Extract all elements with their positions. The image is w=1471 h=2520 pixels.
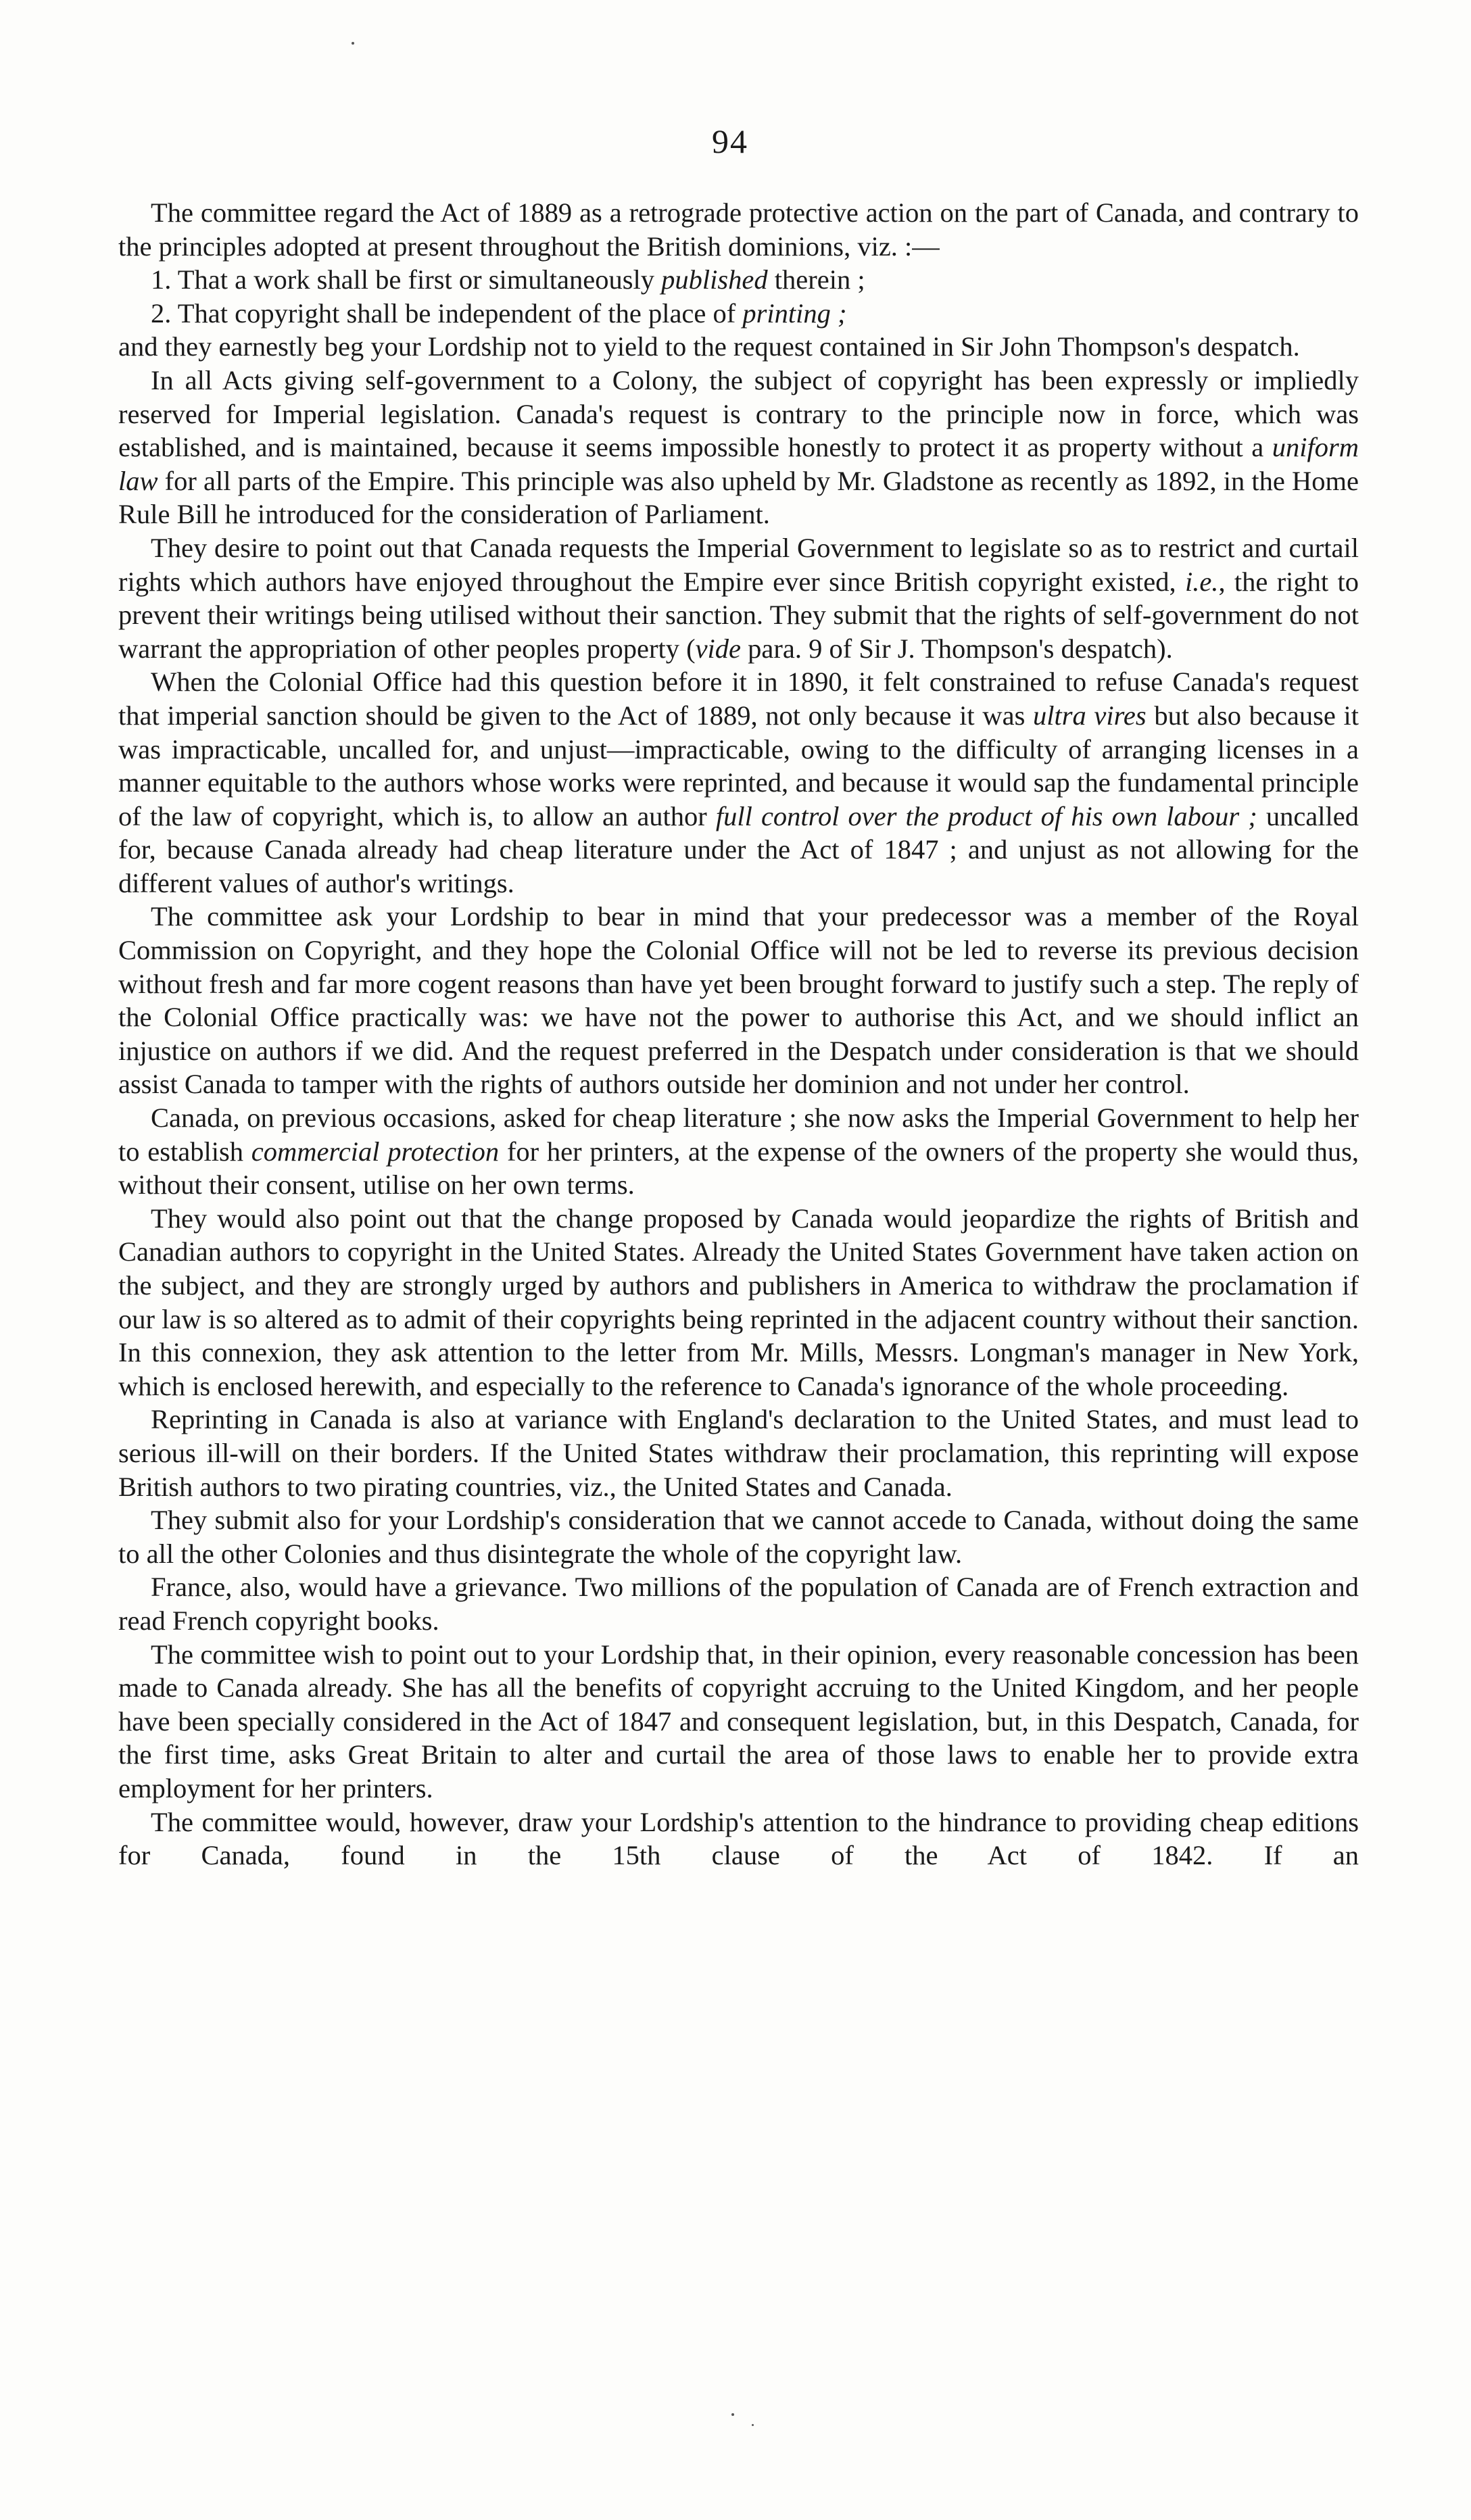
paragraph-colonial-office-text-1: When the Colonial Office had this question before it in 1890, it felt constrained to refuse Canada's request that imperial sanction should be given to the Act of 1889, not only because it was: [118, 667, 1359, 731]
list-item-publication-text-end: therein ;: [767, 264, 865, 295]
paragraph-restrict-rights: [118, 531, 1359, 665]
paragraph-colonial-office-text-2: but also because it was impracticable, uncalled for, and unjust—impracticable, owing to the difficulty of arranging licenses in a manner equitable to the authors whose works were reprinted, and because it would sap the fundamental principle of the law of copyright, which is, to allow an author: [118, 700, 1359, 831]
paragraph-self-government: [118, 364, 1359, 531]
paragraph-colonial-office-text-3: uncalled for, because Canada already had cheap literature under the Act of 1847 ; and unjust as not allowing for the different values of author's writings.: [118, 800, 1359, 898]
paragraph-restrict-rights-text-1: They desire to point out that Canada requests the Imperial Government to legislate so as to restrict and curtail rights which authors have enjoyed throughout the Empire ever since British copyright existed,: [118, 532, 1359, 597]
paragraph-commercial-protection-text-2: for her printers, at the expense of the owners of the property she would thus, without their consent, utilise on her own terms.: [118, 1136, 1359, 1201]
page-number: 94: [712, 122, 748, 160]
paper-speck: [352, 42, 354, 45]
list-item-publication-text-start: 1. That a work shall be first or simultaneously: [151, 264, 662, 295]
paper-speck: [731, 2413, 734, 2416]
paragraph-self-government-text-start: In all Acts giving self-government to a Colony, the subject of copyright has been expressly or impliedly reserved for Imperial legislation. Canada's request is contrary to the principle now in force, which was established, and is maintained, because it seems impossible honestly to protect it as property without a: [118, 364, 1359, 463]
paragraph-restrict-rights-text-2: , the right to prevent their writings being utilised without their sanction. They submit that the rights of self-government do not warrant the appropriation of other peoples property (: [118, 566, 1359, 664]
body-text: [118, 196, 1359, 1872]
paper-speck: [752, 2424, 754, 2426]
paragraph-commercial-protection-emphasis: commercial protection: [251, 1136, 500, 1167]
paragraph-restrict-rights-text-3: para. 9 of Sir J. Thompson's despatch).: [741, 633, 1173, 664]
paragraph-united-states: They would also point out that the change proposed by Canada would jeopardize the rights of British and Canadian authors to copyright in the United States. Already the United States Government have taken action on the subject, and they are strongly urged by authors and publishers in America to withdraw the proclamation if our law is so altered as to admit of their copyrights being reprinted in the adjacent country without their sanction. In this connexion, they ask attention to the letter from Mr. Mills, Messrs. Longman's manager in New York, which is enclosed herewith, and especially to the reference to Canada's ignorance of the whole proceeding.: [118, 1203, 1359, 1401]
list-item-printing-text: 2. That copyright shall be independent of the place of: [151, 297, 743, 329]
paragraph-colonial-office-1890: [118, 665, 1359, 900]
paragraph-commercial-protection: [118, 1101, 1359, 1202]
paragraph-colonial-office-emphasis-1: ultra vires: [1033, 700, 1147, 731]
list-item-publication: [118, 263, 1359, 297]
paragraph-france: France, also, would have a grievance. Two millions of the population of Canada are of French extraction and read French copyright books.: [118, 1572, 1359, 1636]
paragraph-reprinting: Reprinting in Canada is also at variance with England's declaration to the United States, and must lead to serious ill-will on their borders. If the United States withdraw their proclamation, this reprinting will expose British authors to two pirating countries, viz., the United States and Canada.: [118, 1404, 1359, 1502]
paragraph-other-colonies: They submit also for your Lordship's consideration that we cannot accede to Canada, without doing the same to all the other Colonies and thus disintegrate the whole of the copyright law.: [118, 1505, 1359, 1569]
paragraph-royal-commission: The committee ask your Lordship to bear in mind that your predecessor was a member of the Royal Commission on Copyright, and they hope the Colonial Office will not be led to reverse its previous decision without fresh and far more cogent reasons than have yet been brought forward to justify such a step. The reply of the Colonial Office practically was: we have not the power to authorise this Act, and we should inflict an injustice on authors if we did. And the request preferred in the Despatch under consideration is that we should assist Canada to tamper with the rights of authors outside her dominion and not under her control.: [118, 901, 1359, 1100]
list-item-printing: [118, 297, 1359, 331]
paragraph-commercial-protection-text-1: Canada, on previous occasions, asked for cheap literature ; she now asks the Imperial Government to help her to establish: [118, 1102, 1359, 1167]
paragraph-earnest-request: and they earnestly beg your Lordship not to yield to the request contained in Sir John Thompson's despatch.: [118, 331, 1300, 362]
paragraph-restrict-rights-emphasis-2: vide: [695, 633, 742, 664]
paragraph-restrict-rights-emphasis-1: i.e.: [1184, 566, 1219, 597]
paragraph-cheap-editions: The committee would, however, draw your Lordship's attention to the hindrance to providing cheap editions for Canada, found in the 15th clause of the Act of 1842. If an: [118, 1806, 1359, 1871]
list-item-publication-emphasis: published: [661, 264, 768, 295]
paragraph-colonial-office-emphasis-2: full control over the product of his own labour ;: [715, 800, 1257, 831]
paragraph-retrograde-act: The committee regard the Act of 1889 as a retrograde protective action on the part of Canada, and contrary to the principles adopted at present throughout the British dominions, viz. :—: [118, 197, 1359, 262]
paragraph-self-government-text-end: for all parts of the Empire. This principle was also upheld by Mr. Gladstone as recently as 1892, in the Home Rule Bill he introduced for the consideration of Parliament.: [118, 465, 1359, 530]
paragraph-reasonable-concession: The committee wish to point out to your Lordship that, in their opinion, every reasonable concession has been made to Canada already. She has all the benefits of copyright accruing to the United Kingdom, and her people have been specially considered in the Act of 1847 and consequent legislation, but, in this Despatch, Canada, for the first time, asks Great Britain to alter and curtail the area of those laws to enable her to provide extra employment for her printers.: [118, 1639, 1359, 1803]
paragraph-self-government-emphasis: uniform law: [118, 432, 1359, 496]
list-item-printing-emphasis: printing ;: [742, 297, 847, 329]
